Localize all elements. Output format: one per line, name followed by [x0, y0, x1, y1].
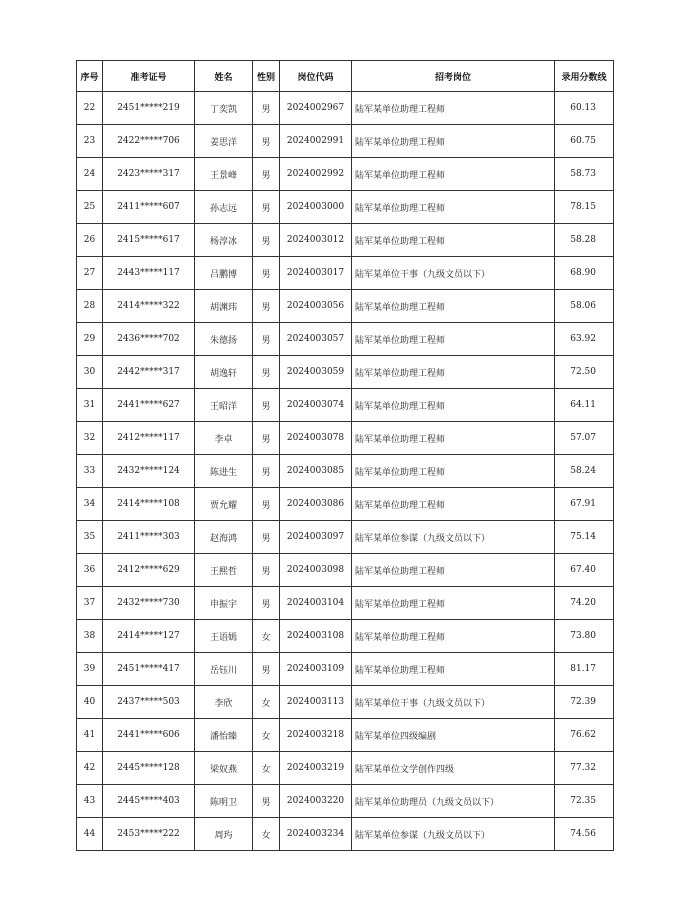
row-index: 30: [77, 356, 103, 389]
post-title: 陆军某单位文学创作四级: [352, 752, 555, 785]
exam-number: 2411*****607: [103, 191, 195, 224]
post-title: 陆军某单位干事（九级文员以下）: [352, 257, 555, 290]
candidate-name: 朱德扬: [195, 323, 253, 356]
row-index: 28: [77, 290, 103, 323]
row-index: 43: [77, 785, 103, 818]
exam-number: 2441*****627: [103, 389, 195, 422]
score-line: 77.32: [555, 752, 614, 785]
post-code: 2024003219: [280, 752, 352, 785]
row-index: 41: [77, 719, 103, 752]
post-title: 陆军某单位助理工程师: [352, 620, 555, 653]
gender: 男: [253, 653, 280, 686]
score-line: 68.90: [555, 257, 614, 290]
post-title: 陆军某单位四级编剧: [352, 719, 555, 752]
exam-number: 2451*****219: [103, 92, 195, 125]
exam-number: 2414*****127: [103, 620, 195, 653]
exam-number: 2412*****117: [103, 422, 195, 455]
post-code: 2024003109: [280, 653, 352, 686]
post-code: 2024003086: [280, 488, 352, 521]
exam-number: 2442*****317: [103, 356, 195, 389]
gender: 男: [253, 224, 280, 257]
exam-number: 2415*****617: [103, 224, 195, 257]
table-row: [77, 92, 614, 125]
gender: 女: [253, 818, 280, 851]
row-index: 34: [77, 488, 103, 521]
score-line: 72.50: [555, 356, 614, 389]
candidate-name: 胡渊玮: [195, 290, 253, 323]
row-index: 37: [77, 587, 103, 620]
exam-number: 2451*****417: [103, 653, 195, 686]
table-row: [77, 191, 614, 224]
table-row: [77, 224, 614, 257]
candidate-name: 李欣: [195, 686, 253, 719]
post-code: 2024003057: [280, 323, 352, 356]
gender: 男: [253, 389, 280, 422]
row-index: 33: [77, 455, 103, 488]
row-index: 42: [77, 752, 103, 785]
post-title: 陆军某单位助理工程师: [352, 356, 555, 389]
post-code: 2024003218: [280, 719, 352, 752]
row-index: 24: [77, 158, 103, 191]
gender: 女: [253, 686, 280, 719]
candidate-name: 王景峰: [195, 158, 253, 191]
gender: 女: [253, 620, 280, 653]
gender: 女: [253, 719, 280, 752]
score-line: 58.24: [555, 455, 614, 488]
results-sheet: [76, 60, 613, 851]
table-body: [77, 92, 614, 851]
exam-number: 2441*****606: [103, 719, 195, 752]
exam-number: 2423*****317: [103, 158, 195, 191]
post-title: 陆军某单位助理工程师: [352, 455, 555, 488]
score-line: 76.62: [555, 719, 614, 752]
post-code: 2024002991: [280, 125, 352, 158]
post-title: 陆军某单位助理工程师: [352, 422, 555, 455]
post-code: 2024003104: [280, 587, 352, 620]
exam-number: 2414*****322: [103, 290, 195, 323]
post-code: 2024003097: [280, 521, 352, 554]
post-title: 陆军某单位干事（九级文员以下）: [352, 686, 555, 719]
row-index: 44: [77, 818, 103, 851]
gender: 男: [253, 191, 280, 224]
exam-number: 2412*****629: [103, 554, 195, 587]
post-code: 2024003017: [280, 257, 352, 290]
table-row: [77, 785, 614, 818]
header-score-line: 录用分数线: [555, 61, 614, 92]
score-line: 58.28: [555, 224, 614, 257]
candidate-name: 赵海鸿: [195, 521, 253, 554]
candidate-name: 丁奕凯: [195, 92, 253, 125]
table-row: [77, 257, 614, 290]
gender: 男: [253, 521, 280, 554]
table-row: [77, 125, 614, 158]
post-title: 陆军某单位助理工程师: [352, 587, 555, 620]
score-line: 60.13: [555, 92, 614, 125]
score-line: 74.20: [555, 587, 614, 620]
post-title: 陆军某单位助理工程师: [352, 323, 555, 356]
post-code: 2024003056: [280, 290, 352, 323]
post-title: 陆军某单位助理工程师: [352, 125, 555, 158]
table-row: [77, 323, 614, 356]
score-line: 81.17: [555, 653, 614, 686]
candidate-name: 吕鹏博: [195, 257, 253, 290]
score-line: 64.11: [555, 389, 614, 422]
gender: 男: [253, 158, 280, 191]
gender: 男: [253, 356, 280, 389]
exam-number: 2437*****503: [103, 686, 195, 719]
gender: 男: [253, 257, 280, 290]
post-code: 2024003085: [280, 455, 352, 488]
post-code: 2024003012: [280, 224, 352, 257]
post-title: 陆军某单位助理工程师: [352, 554, 555, 587]
score-line: 78.15: [555, 191, 614, 224]
row-index: 40: [77, 686, 103, 719]
candidate-name: 贾允耀: [195, 488, 253, 521]
row-index: 25: [77, 191, 103, 224]
score-line: 67.40: [555, 554, 614, 587]
candidate-name: 姜思洋: [195, 125, 253, 158]
exam-number: 2453*****222: [103, 818, 195, 851]
row-index: 26: [77, 224, 103, 257]
post-code: 2024003234: [280, 818, 352, 851]
gender: 男: [253, 290, 280, 323]
table-row: [77, 752, 614, 785]
candidate-name: 王熙哲: [195, 554, 253, 587]
candidate-name: 梁奴燕: [195, 752, 253, 785]
table-row: [77, 356, 614, 389]
exam-number: 2445*****128: [103, 752, 195, 785]
score-line: 63.92: [555, 323, 614, 356]
post-title: 陆军某单位助理工程师: [352, 224, 555, 257]
gender: 女: [253, 752, 280, 785]
table-row: [77, 554, 614, 587]
table-row: [77, 455, 614, 488]
gender: 男: [253, 125, 280, 158]
candidate-name: 陈明卫: [195, 785, 253, 818]
exam-number: 2436*****702: [103, 323, 195, 356]
post-title: 陆军某单位助理工程师: [352, 158, 555, 191]
score-line: 57.07: [555, 422, 614, 455]
score-line: 72.35: [555, 785, 614, 818]
row-index: 36: [77, 554, 103, 587]
score-line: 58.73: [555, 158, 614, 191]
score-line: 67.91: [555, 488, 614, 521]
post-code: 2024003098: [280, 554, 352, 587]
header-gender: 性别: [253, 61, 280, 92]
row-index: 29: [77, 323, 103, 356]
table-row: [77, 422, 614, 455]
gender: 男: [253, 422, 280, 455]
post-code: 2024003074: [280, 389, 352, 422]
exam-number: 2443*****117: [103, 257, 195, 290]
gender: 男: [253, 488, 280, 521]
table-row: [77, 653, 614, 686]
score-line: 74.56: [555, 818, 614, 851]
post-code: 2024003113: [280, 686, 352, 719]
candidate-name: 岳钰川: [195, 653, 253, 686]
post-title: 陆军某单位助理工程师: [352, 92, 555, 125]
table-row: [77, 719, 614, 752]
row-index: 27: [77, 257, 103, 290]
candidate-name: 王昭洋: [195, 389, 253, 422]
post-title: 陆军某单位助理工程师: [352, 653, 555, 686]
exam-number: 2445*****403: [103, 785, 195, 818]
header-index: 序号: [77, 61, 103, 92]
header-name: 姓名: [195, 61, 253, 92]
table-row: [77, 521, 614, 554]
post-code: 2024003078: [280, 422, 352, 455]
gender: 男: [253, 323, 280, 356]
table-row: [77, 818, 614, 851]
row-index: 39: [77, 653, 103, 686]
table-row: [77, 488, 614, 521]
post-title: 陆军某单位助理工程师: [352, 191, 555, 224]
post-code: 2024003059: [280, 356, 352, 389]
row-index: 23: [77, 125, 103, 158]
post-title: 陆军某单位助理工程师: [352, 290, 555, 323]
candidate-name: 陈进生: [195, 455, 253, 488]
table-row: [77, 389, 614, 422]
gender: 男: [253, 455, 280, 488]
post-code: 2024003108: [280, 620, 352, 653]
score-line: 73.80: [555, 620, 614, 653]
table-row: [77, 290, 614, 323]
table-row: [77, 587, 614, 620]
candidate-name: 李卓: [195, 422, 253, 455]
post-code: 2024002992: [280, 158, 352, 191]
post-title: 陆军某单位参谋（九级文员以下）: [352, 521, 555, 554]
gender: 男: [253, 587, 280, 620]
score-line: 60.75: [555, 125, 614, 158]
row-index: 22: [77, 92, 103, 125]
row-index: 38: [77, 620, 103, 653]
score-line: 75.14: [555, 521, 614, 554]
exam-number: 2432*****124: [103, 455, 195, 488]
candidate-name: 潘怡臻: [195, 719, 253, 752]
post-code: 2024002967: [280, 92, 352, 125]
table-row: [77, 620, 614, 653]
row-index: 32: [77, 422, 103, 455]
candidate-name: 胡逸轩: [195, 356, 253, 389]
exam-number: 2422*****706: [103, 125, 195, 158]
table-header-row: [77, 61, 614, 92]
candidate-name: 申振宇: [195, 587, 253, 620]
table-row: [77, 686, 614, 719]
table-row: [77, 158, 614, 191]
header-exam-number: 准考证号: [103, 61, 195, 92]
score-line: 72.39: [555, 686, 614, 719]
post-code: 2024003000: [280, 191, 352, 224]
admission-score-table: [76, 60, 614, 851]
post-title: 陆军某单位助理员（九级文员以下）: [352, 785, 555, 818]
row-index: 31: [77, 389, 103, 422]
score-line: 58.06: [555, 290, 614, 323]
candidate-name: 杨淳冰: [195, 224, 253, 257]
post-title: 陆军某单位参谋（九级文员以下）: [352, 818, 555, 851]
post-code: 2024003220: [280, 785, 352, 818]
exam-number: 2432*****730: [103, 587, 195, 620]
exam-number: 2411*****303: [103, 521, 195, 554]
candidate-name: 孙志远: [195, 191, 253, 224]
gender: 男: [253, 785, 280, 818]
exam-number: 2414*****108: [103, 488, 195, 521]
candidate-name: 周玙: [195, 818, 253, 851]
header-post-code: 岗位代码: [280, 61, 352, 92]
gender: 男: [253, 554, 280, 587]
candidate-name: 王语嫣: [195, 620, 253, 653]
row-index: 35: [77, 521, 103, 554]
gender: 男: [253, 92, 280, 125]
post-title: 陆军某单位助理工程师: [352, 488, 555, 521]
post-title: 陆军某单位助理工程师: [352, 389, 555, 422]
header-post-title: 招考岗位: [352, 61, 555, 92]
